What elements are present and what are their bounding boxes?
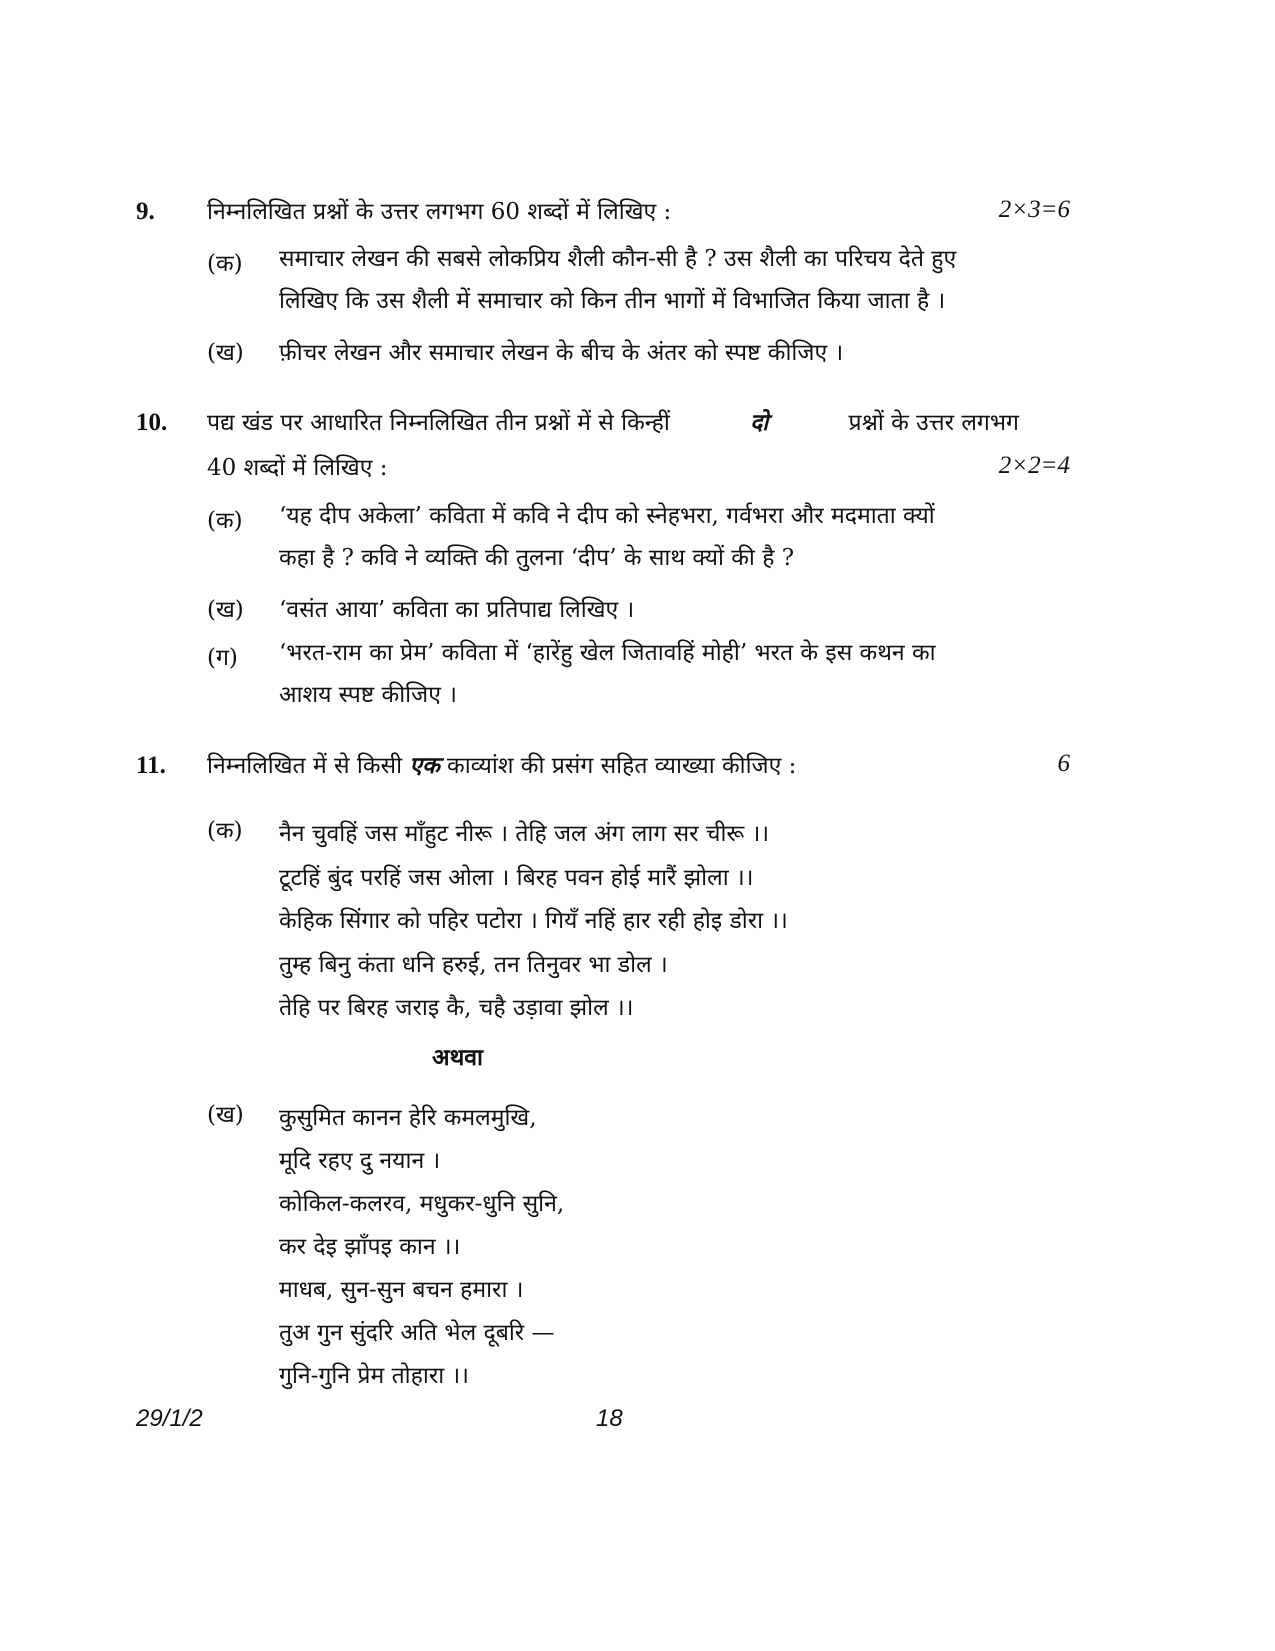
verse-line: कर देइ झाँपइ कान ।। [279,1234,461,1260]
verse-line: तुअ गुन सुंदरि अति भेल दूबरि — [279,1320,555,1346]
question-11b-label: (ख) [207,1102,244,1128]
verse-line: कुसुमित कानन हेरि कमलमुखि, [279,1105,537,1131]
verse-line: गुनि-गुनि प्रेम तोहारा ।। [279,1363,469,1389]
verse-line: तुम्ह बिनु कंता धनि हरुई, तन तिनुवर भा डोल । [279,951,668,978]
question-10-prompt-line-1 [207,405,1019,437]
question-11b-verse [279,1097,564,1398]
verse-line: नैन चुवहिं जस माँहुट नीरू । तेहि जल अंग लाग सर चीरू ।। [279,821,770,847]
question-10c-text [279,632,936,716]
paper-code: 29/1/2 [136,1405,203,1432]
question-9a-line-1: समाचार लेखन की सबसे लोकप्रिय शैली कौन-सी है ? उस शैली का परिचय देते हुए [279,246,957,272]
question-11a-label: (क) [207,818,243,844]
question-11-marks: 6 [1057,750,1070,777]
question-9-marks: 2×3=6 [998,196,1070,223]
question-10-number: 10. [136,409,168,436]
question-10-prompt-emphasis: दो [750,409,769,436]
question-11-prompt-part-2: काव्यांश की प्रसंग सहित व्याख्या कीजिए : [447,753,797,779]
verse-line: माधब, सुन-सुन बचन हमारा । [279,1277,524,1303]
question-11-number: 11. [136,752,166,779]
verse-line: केहिक सिंगार को पहिर पटोरा । गियँ नहिं हार रही होइ डोरा ।। [279,908,788,934]
verse-line: मूदि रहए दु नयान । [279,1148,441,1174]
question-10b-label: (ख) [207,597,244,623]
or-separator: अथवा [432,1044,484,1071]
verse-line: तेहि पर बिरह जराइ कै, चहै उड़ावा झोल ।। [279,995,634,1021]
question-10a-text [279,495,935,579]
question-10c-label: (ग) [207,645,238,671]
question-10c-line-1: ‘भरत-राम का प्रेम’ कविता में ‘हारेंहु खेल जितावहिं मोही’ भरत के इस कथन का [279,640,936,666]
question-11a-verse [279,813,788,1031]
page-number: 18 [596,1405,623,1432]
question-10a-line-2: कहा है ? कवि ने व्यक्ति की तुलना ‘दीप’ के साथ क्यों की है ? [279,545,795,571]
question-9a-label: (क) [207,251,243,277]
question-10-prompt-line-2: 40 शब्दों में लिखिए : [207,455,388,481]
question-9-prompt: निम्नलिखित प्रश्नों के उत्तर लगभग 60 शब्दों में लिखिए : [207,199,672,225]
question-10-prompt-part-1: पद्य खंड पर आधारित निम्नलिखित तीन प्रश्नों में से किन्हीं [207,410,670,436]
question-11-prompt-part-1: निम्नलिखित में से किसी [207,753,403,779]
question-9a-text [279,238,956,322]
verse-line: टूटहिं बुंद परहिं जस ओला । बिरह पवन होई मारैं झोला ।। [279,864,754,891]
question-11-prompt [207,748,796,780]
question-9b-text: फ़ीचर लेखन और समाचार लेखन के बीच के अंतर को स्पष्ट कीजिए । [279,340,844,366]
question-10-prompt-part-2: प्रश्नों के उत्तर लगभग [848,410,1019,436]
question-10a-line-1: ‘यह दीप अकेला’ कविता में कवि ने दीप को स्नेहभरा, गर्वभरा और मदमाता क्यों [279,503,935,529]
question-10c-line-2: आशय स्पष्ट कीजिए । [279,682,457,708]
question-11-prompt-emphasis: एक [409,752,440,779]
question-10a-label: (क) [207,508,243,534]
question-10b-text: ‘वसंत आया’ कविता का प्रतिपाद्य लिखिए । [279,597,635,623]
question-9a-line-2: लिखिए कि उस शैली में समाचार को किन तीन भागों में विभाजित किया जाता है । [279,288,946,314]
question-10-marks: 2×2=4 [998,452,1070,479]
question-9b-label: (ख) [207,340,244,366]
verse-line: कोकिल-कलरव, मधुकर-धुनि सुनि, [279,1191,565,1217]
question-9-number: 9. [136,198,155,225]
